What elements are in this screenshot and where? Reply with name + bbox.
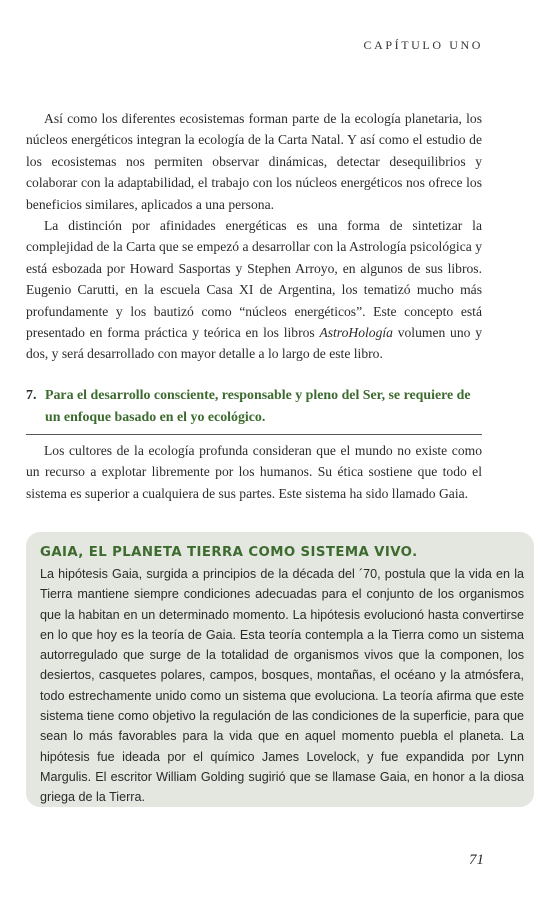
- section-paragraph: Los cultores de la ecología profunda consideran que el mundo no existe como un recurso a explotar libremente por los humanos. Su ética sostiene que todo el sistema es superior a cualquiera de sus partes. Este sistema ha sido llamado Gaia.: [26, 443, 482, 501]
- intro-text: [26, 108, 482, 365]
- point-text: Para el desarrollo consciente, responsable y pleno del Ser, se requiere de un enfoque basado en el yo ecológico.: [45, 388, 471, 425]
- section-divider: [26, 434, 482, 435]
- gaia-info-box: [26, 532, 534, 807]
- chapter-header: CAPÍTULO UNO: [363, 38, 483, 52]
- box-body: La hipótesis Gaia, surgida a principios de la década del ´70, postula que la vida en la Tierra mantiene siempre condiciones adecuadas para el conjunto de los organismos que la habitan en un determinado momento. La hipótesis evolucionó hasta convertirse en lo que hoy es la teoría de Gaia. Esta teoría contempla a la Tierra como un sistema autorregulado que surge de la totalidad de organismos vivos que la componen, los desiertos, casquetes polares, campos, bosques, montañas, el océano y la atmósfera, todo estrechamente unido como un sistema que evoluciona. La teoría afirma que este sistema tiene como objetivo la regulación de las condiciones de la superficie, para que sean lo más favorables para la vida que en aquel momento puebla el planeta. La hipótesis fue ideada por el químico James Lovelock, y fue expandida por Lynn Margulis. El escritor William Golding sugirió que se llamase Gaia, en honor a la diosa griega de la Tierra.: [40, 567, 524, 805]
- intro-paragraph-2: [26, 215, 482, 365]
- point-number: 7.: [26, 388, 37, 403]
- box-title: GAIA, EL PLANETA TIERRA COMO SISTEMA VIVO.: [40, 545, 418, 560]
- section-text: [26, 440, 482, 504]
- page-number: 71: [469, 852, 484, 868]
- numbered-point: [26, 385, 484, 428]
- intro-paragraph-1: Así como los diferentes ecosistemas forman parte de la ecología planetaria, los núcleos energéticos integran la ecología de la Carta Natal. Y así como el estudio de los ecosistemas nos permiten observar dinámicas, detectar desequilibrios y colaborar con la adaptabilidad, el trabajo con los núcleos energéticos nos ofrece los beneficios similares, aplicados a una persona.: [26, 111, 482, 212]
- book-title-astroholog: AstroHología: [319, 325, 393, 341]
- intro-paragraph-2-start: La distinción por afinidades energéticas es una forma de sintetizar la complejidad de la Carta que se empezó a desarrollar con la Astrología psicológica y está esbozada por Howard Sasportas y Stephen Arroyo, en algunos de sus libros. Eugenio Carutti, en la escuela Casa XI de Argentina, los tematizó mucho más profundamente y los bautizó como “núcleos energéticos”. Este concepto está presentado en forma práctica y teórica en los libros: [26, 218, 482, 341]
- intro-paragraph-2-end: volumen uno y dos, y será desarrollado con mayor detalle a lo largo de este libro.: [26, 325, 482, 362]
